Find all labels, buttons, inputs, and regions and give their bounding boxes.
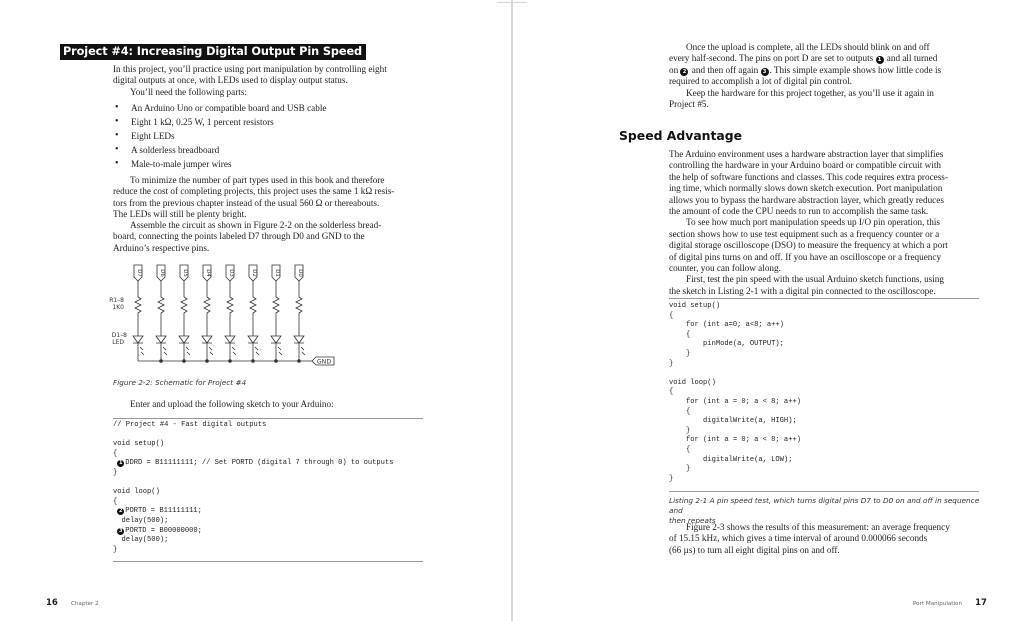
led-schematic-figure [108,262,338,372]
text-line: tors from the previous chapter instead of the usual 560 Ω or thereabouts. [113,197,380,208]
code-line: { [669,311,674,320]
code-top-rule [113,418,423,419]
callout-3-icon: 3 [761,68,769,76]
text-line: ing time, which normally slows down sketch execution. Port manipulation [669,183,943,194]
text-line: digital outputs at once, with LEDs used to display output status. [113,75,348,86]
svg-text:D0: D0 [297,269,303,277]
svg-text:D3: D3 [228,269,234,277]
code-line: { [669,445,691,454]
text-line: the help of software functions and classes. This code requires extra process- [669,171,948,182]
text-line: the amount of code the CPU needs to run to accomplish the same task. [669,206,929,217]
page-number: 16 [46,598,58,608]
text-line: Once the upload is complete, all the LEDs should blink on and off [686,42,930,52]
enter-upload-paragraph [113,399,433,410]
code-line: { [669,330,691,339]
callout-2-icon: 2 [680,68,688,76]
code-line: } [669,359,674,368]
code-line: } [669,426,691,435]
schematic-columns [133,265,305,362]
text-line: the sketch in Listing 2-1 with a digital pin connected to the oscilloscope. [669,285,936,296]
text-line: counter, you can follow along. [669,263,781,274]
svg-text:R1–8: R1–8 [109,297,124,304]
list-item: • Male-to-male jumper wires [115,157,435,171]
list-item: • An Arduino Uno or compatible board and USB cable [115,101,435,115]
code-line: void loop() [669,378,716,387]
text-line: In this project, you’ll practice using port manipulation by controlling eight [113,64,387,74]
text-line: Assemble the circuit as shown in Figure 2-2 on the solderless bread- [130,220,382,230]
running-head: Chapter 2 [70,601,99,607]
code-line: for (int a = 0; a < 8; a++) [669,436,801,445]
svg-text:D1: D1 [274,269,280,277]
svg-text:D5: D5 [182,269,188,277]
text-line: To see how much port manipulation speeds up I/O pin operation, this [686,217,941,228]
svg-text:1K0: 1K0 [112,304,124,311]
list-item: • Eight 1 kΩ, 0.25 W, 1 percent resistors [115,115,435,129]
figure-caption: Figure 2-2: Schematic for Project #4 [113,378,247,387]
code-bottom-rule [113,561,423,562]
arduino-environment-paragraph [669,149,989,297]
section-heading: Speed Advantage [619,128,743,143]
code-line: { [669,388,674,397]
left-page [0,0,511,621]
svg-text:D4: D4 [205,269,211,277]
code-line: } [669,474,674,483]
page-number: 17 [975,598,987,608]
minimize-paragraph [113,175,433,221]
code-listing-2-1 [669,302,801,484]
results-paragraph [669,522,989,556]
code-line: void setup() [669,302,721,310]
left-folio [46,590,99,609]
list-item: • Eight LEDs [115,129,435,143]
code-line: void setup() [113,440,165,449]
text-line: on 2 and then off again 3 . This simple example shows how little code is [669,64,942,75]
code-line: 1 DDRD = B11111111; // Set PORTD (digital 7 through 0) to outputs [119,459,394,468]
callout-2-icon: 2 [119,508,123,515]
list-item: • A solderless breadboard [115,143,435,157]
right-folio [913,590,987,609]
text-line: Project #5. [669,99,709,110]
assemble-paragraph [113,220,433,254]
project-title: Project #4: Increasing Digital Output Pin Speed [60,44,366,60]
text-line: Arduino’s respective pins. [113,242,210,253]
callout-1-icon: 1 [876,56,884,64]
callout-3-icon: 3 [119,527,123,534]
code-line: void loop() [113,488,160,497]
code-line: digitalWrite(a, HIGH); [669,417,797,426]
text-line: board, connecting the points labeled D7 through D0 and GND to the [113,231,365,242]
text-line: of 15.15 kHz, which gives a time interval of around 0.000066 seconds [669,533,928,544]
code-line: delay(500); [113,536,169,545]
code-line: digitalWrite(a, LOW); [669,455,793,464]
code-line: } [669,349,691,358]
text-line: First, test the pin speed with the usual Arduino sketch functions, using [686,274,944,285]
code-line: } [113,468,118,477]
svg-text:LED: LED [112,339,124,346]
text-line: section shows how to use test equipment such as a frequency counter or a [669,228,940,239]
code-line: pinMode(a, OUTPUT); [669,340,784,349]
upload-complete-paragraph [669,42,989,110]
text-line: The Arduino environment uses a hardware abstraction layer that simplifies [669,149,944,159]
svg-text:D2: D2 [251,269,257,277]
text-line: of digital pins turns on and off. If you have an oscilloscope or a frequency [669,251,942,262]
code-listing-project4 [113,421,393,555]
intro-paragraph [113,64,433,98]
text-line: then repeats [669,516,716,525]
text-line: Enter and upload the following sketch to your Arduino: [130,399,334,409]
parts-list [115,101,435,171]
text-line: Keep the hardware for this project together, as you’ll use it again in [686,87,934,98]
text-line: every half-second. The pins on port D are set to outputs 1 and all turned [669,53,938,64]
code-line: { [669,407,691,416]
svg-text:D1–8: D1–8 [111,332,127,339]
text-line: Figure 2-3 shows the results of this measurement: an average frequency [686,522,950,532]
right-page [513,0,1024,621]
code-line: // Project #4 - Fast digital outputs [113,421,267,429]
parts-intro: You’ll need the following parts: [130,86,247,97]
svg-text:D7: D7 [136,269,142,277]
running-head: Port Manipulation [913,601,963,607]
code-line: for (int a=0; a<8; a++) [669,321,784,330]
text-line: The LEDs will still be plenty bright. [113,209,247,220]
code-line: delay(500); [113,516,169,525]
listing-bottom-rule [669,491,979,492]
text-line: To minimize the number of part types used in this book and therefore [130,175,385,185]
code-line: 3 PORTD = B00000000; [119,526,202,535]
text-line: controlling the hardware in your Arduino board or compatible circuit with [669,160,941,171]
text-line: Listing 2-1 A pin speed test, which turns digital pins D7 to D0 on and off in sequence and [669,496,980,515]
code-line: { [113,497,118,506]
text-line: digital storage oscilloscope (DSO) to measure the frequency at which a port [669,240,948,251]
callout-1-icon: 1 [119,460,123,467]
text-line: reduce the cost of completing projects, this project uses the same 1 kΩ resis- [113,186,395,197]
text-line: required to accomplish a lot of digital pin control. [669,76,852,87]
text-line: allows you to bypass the hardware abstraction layer, which greatly reduces [669,194,944,205]
text-line: (66 µs) to turn all eight digital pins on and off. [669,544,840,555]
listing-top-rule [669,298,979,299]
svg-text:D6: D6 [159,269,165,277]
code-line: } [669,465,691,474]
code-line: { [113,449,118,458]
code-line: } [113,545,118,554]
code-line: 2 PORTD = B11111111; [119,507,202,516]
code-line: for (int a = 0; a < 8; a++) [669,397,801,406]
svg-text:GND: GND [316,358,332,366]
